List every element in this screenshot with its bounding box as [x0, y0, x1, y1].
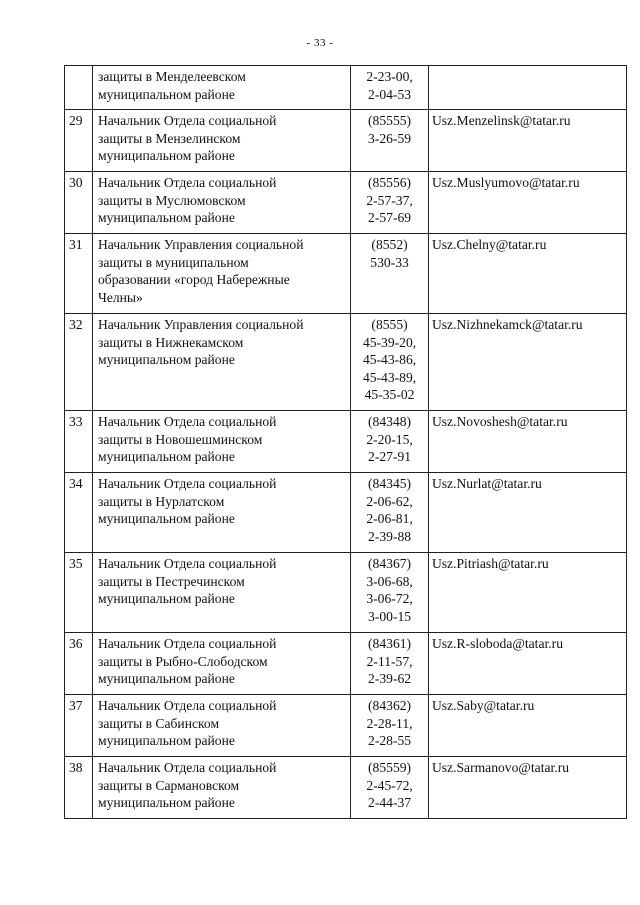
position-title	[92, 695, 350, 757]
phone-number-line: 2-39-88	[368, 528, 412, 544]
table-row	[65, 66, 627, 110]
position-title-line: образовании «город Набережные	[97, 272, 290, 287]
phone-number-line: (8555)	[371, 317, 408, 332]
phone-number-line: 45-35-02	[364, 387, 415, 402]
position-title-line: муниципальном районе	[97, 148, 235, 163]
row-number: 31	[65, 234, 93, 314]
position-title	[92, 314, 350, 411]
position-title-line: Начальник Отдела социальной	[97, 556, 277, 571]
row-number: 33	[65, 411, 93, 473]
phone-numbers	[351, 172, 429, 234]
position-title-line: муниципальном районе	[97, 352, 235, 367]
phone-number-line: 2-27-91	[368, 449, 412, 464]
position-title-line: Начальник Управления социальной	[97, 317, 304, 332]
position-title-line: муниципальном районе	[97, 449, 235, 464]
phone-number-line: 45-43-89,	[362, 369, 417, 385]
position-title-line: Начальник Отдела социальной	[97, 636, 277, 651]
phone-number-line: 2-44-37	[368, 795, 412, 810]
position-title-line: Начальник Отдела социальной	[97, 760, 277, 775]
phone-number-line: (85559)	[368, 760, 412, 775]
phone-number-line: 3-00-15	[368, 608, 412, 624]
position-title-line: защиты в Менделеевском	[97, 69, 246, 84]
position-title-line: Начальник Отдела социальной	[97, 113, 277, 128]
table-row	[65, 110, 627, 172]
row-number: 36	[65, 633, 93, 695]
phone-number-line: 2-28-11,	[366, 715, 413, 731]
position-title	[92, 553, 350, 633]
position-title-line: защиты в Сабинском	[97, 715, 220, 731]
row-number	[65, 66, 93, 110]
phone-number-line: (85555)	[368, 113, 412, 128]
email-address: Usz.Nizhnekamck@tatar.ru	[428, 314, 626, 411]
row-number: 30	[65, 172, 93, 234]
email-address: Usz.Menzelinsk@tatar.ru	[428, 110, 626, 172]
position-title-line: муниципальном районе	[97, 733, 235, 748]
position-title-line: муниципальном районе	[97, 591, 235, 606]
position-title	[92, 757, 350, 819]
phone-numbers	[351, 234, 429, 314]
position-title-line: муниципальном районе	[97, 210, 235, 225]
position-title-line: Начальник Отдела социальной	[97, 698, 277, 713]
position-title-line: Начальник Отдела социальной	[97, 414, 277, 429]
phone-number-line: 2-06-81,	[366, 511, 413, 526]
position-title	[92, 172, 350, 234]
position-title-line: муниципальном районе	[97, 511, 235, 526]
phone-numbers	[351, 66, 429, 110]
phone-number-line: 3-06-72,	[366, 591, 413, 606]
contacts-table-body	[65, 66, 627, 819]
page-number: - 33 -	[306, 37, 334, 49]
position-title-line: защиты в муниципальном	[97, 254, 249, 270]
phone-number-line: 2-06-62,	[366, 493, 413, 509]
phone-number-line: 530-33	[370, 254, 409, 270]
phone-number-line: (84345)	[368, 476, 412, 491]
position-title-line: защиты в Рыбно-Слободском	[97, 653, 268, 669]
phone-numbers	[351, 757, 429, 819]
phone-number-line: 3-06-68,	[366, 573, 413, 589]
position-title-line: муниципальном районе	[97, 86, 235, 102]
phone-numbers	[351, 473, 429, 553]
email-address: Usz.R-sloboda@tatar.ru	[428, 633, 626, 695]
table-row	[65, 234, 627, 314]
position-title	[92, 66, 350, 110]
phone-number-line: 45-39-20,	[362, 334, 417, 350]
email-address: Usz.Muslyumovo@tatar.ru	[428, 172, 626, 234]
phone-number-line: 2-11-57,	[366, 653, 413, 669]
position-title	[92, 234, 350, 314]
phone-number-line: (84361)	[368, 636, 412, 651]
row-number: 29	[65, 110, 93, 172]
contacts-table	[64, 65, 627, 819]
position-title-line: защиты в Муслюмовском	[97, 192, 246, 208]
position-title	[92, 633, 350, 695]
phone-number-line: 45-43-86,	[362, 352, 417, 367]
position-title-line: защиты в Сармановском	[97, 777, 240, 793]
row-number: 32	[65, 314, 93, 411]
phone-numbers	[351, 411, 429, 473]
table-row	[65, 473, 627, 553]
phone-numbers	[351, 553, 429, 633]
position-title-line: Челны»	[97, 289, 143, 305]
position-title-line: защиты в Пестречинском	[97, 573, 245, 589]
row-number: 35	[65, 553, 93, 633]
phone-number-line: 2-28-55	[368, 733, 412, 748]
row-number: 34	[65, 473, 93, 553]
phone-number-line: 2-04-53	[368, 86, 412, 102]
table-row	[65, 695, 627, 757]
phone-number-line: 2-57-69	[368, 210, 412, 225]
position-title-line: Начальник Отдела социальной	[97, 175, 277, 190]
position-title-line: муниципальном районе	[97, 795, 235, 810]
phone-number-line: (85556)	[368, 175, 412, 190]
position-title-line: Начальник Отдела социальной	[97, 476, 277, 491]
table-row	[65, 314, 627, 411]
row-number: 37	[65, 695, 93, 757]
position-title-line: защиты в Новошешминском	[97, 431, 263, 447]
position-title-line: муниципальном районе	[97, 671, 235, 686]
email-address: Usz.Novoshesh@tatar.ru	[428, 411, 626, 473]
phone-number-line: 2-23-00,	[366, 69, 413, 84]
table-row	[65, 411, 627, 473]
phone-number-line: 2-57-37,	[366, 192, 413, 208]
position-title-line: Начальник Управления социальной	[97, 237, 304, 252]
email-address: Usz.Saby@tatar.ru	[428, 695, 626, 757]
table-row	[65, 553, 627, 633]
phone-number-line: 2-45-72,	[366, 777, 413, 793]
row-number: 38	[65, 757, 93, 819]
phone-numbers	[351, 110, 429, 172]
position-title-line: защиты в Мензелинском	[97, 130, 241, 146]
position-title-line: защиты в Нурлатском	[97, 493, 225, 509]
email-address: Usz.Nurlat@tatar.ru	[428, 473, 626, 553]
phone-numbers	[351, 633, 429, 695]
phone-number-line: (8552)	[371, 237, 408, 252]
position-title	[92, 473, 350, 553]
position-title	[92, 110, 350, 172]
email-address	[428, 66, 626, 110]
table-row	[65, 757, 627, 819]
email-address: Usz.Sarmanovo@tatar.ru	[428, 757, 626, 819]
email-address: Usz.Chelny@tatar.ru	[428, 234, 626, 314]
phone-number-line: (84362)	[368, 698, 412, 713]
email-address: Usz.Pitriash@tatar.ru	[428, 553, 626, 633]
phone-number-line: 2-20-15,	[366, 431, 413, 447]
phone-numbers	[351, 314, 429, 411]
phone-number-line: 3-26-59	[368, 130, 412, 146]
table-row	[65, 633, 627, 695]
position-title	[92, 411, 350, 473]
phone-number-line: 2-39-62	[368, 671, 412, 686]
phone-number-line: (84367)	[368, 556, 412, 571]
table-row	[65, 172, 627, 234]
position-title-line: защиты в Нижнекамском	[97, 334, 244, 350]
phone-numbers	[351, 695, 429, 757]
phone-number-line: (84348)	[368, 414, 412, 429]
